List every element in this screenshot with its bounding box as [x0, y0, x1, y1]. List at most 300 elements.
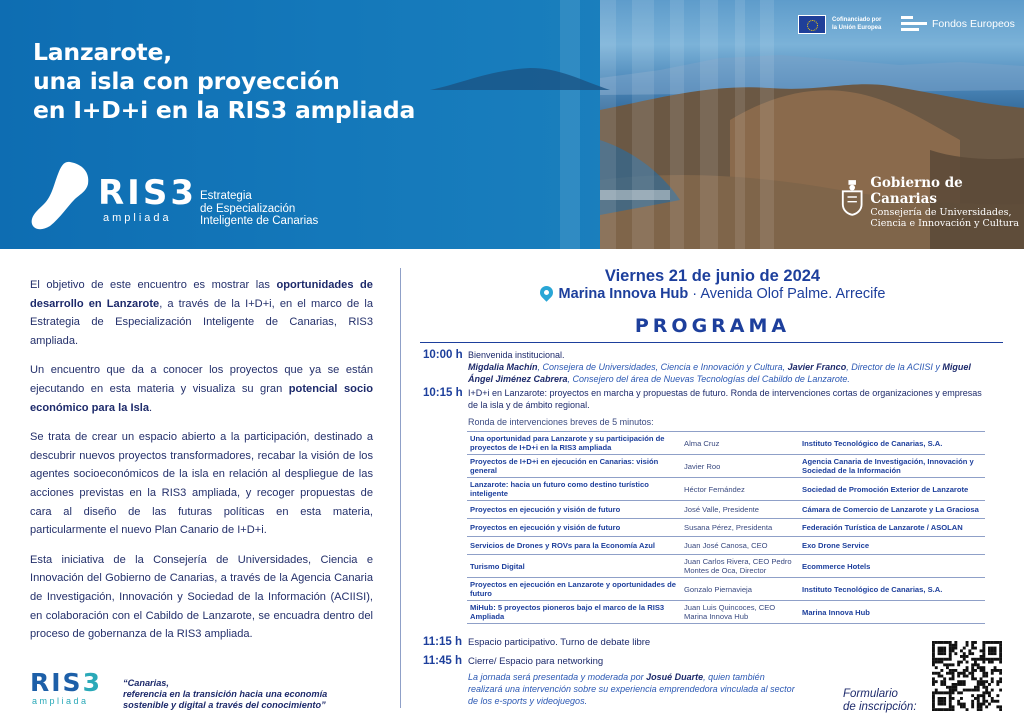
text-run: , quien también realizará una intervención sobre su experiencia emprendedora vinculada al sector de los e-sports y videojuegos. [468, 672, 795, 706]
qr-module [932, 677, 935, 680]
qr-module [960, 680, 963, 683]
light-strip [735, 0, 745, 249]
highlight-text: oportunidades de desarrollo en Lanzarote [30, 279, 373, 310]
speaker-role: , Consejero del área de Nuevas Tecnologías del Cabildo de Lanzarote. [567, 374, 850, 384]
qr-module [974, 689, 977, 692]
talk-organization: Instituto Tecnológico de Canarias, S.A. [799, 432, 985, 455]
qr-module [971, 647, 974, 650]
slot-time: 10:15 h [423, 387, 463, 399]
qr-module [974, 641, 977, 644]
qr-module [999, 661, 1002, 664]
qr-module [954, 647, 957, 650]
text-run: El objetivo de este encuentro es mostrar las [30, 279, 277, 291]
qr-module [991, 697, 994, 700]
qr-module [935, 658, 938, 661]
qr-module [977, 683, 980, 686]
qr-module [982, 655, 985, 658]
qr-module [982, 641, 985, 644]
qr-module [954, 641, 957, 644]
qr-module [960, 691, 963, 694]
qr-module [940, 675, 943, 678]
qr-module [988, 652, 991, 655]
intro-text [30, 276, 373, 655]
slot-speakers [468, 361, 988, 385]
event-venue [420, 286, 1005, 302]
qr-module [960, 672, 963, 675]
qr-module [985, 658, 988, 661]
talk-title: Turismo Digital [467, 555, 681, 578]
qr-module [966, 666, 969, 669]
qr-module [954, 652, 957, 655]
qr-module [952, 663, 955, 666]
qr-module [957, 675, 960, 678]
qr-module [957, 703, 960, 706]
qr-module [940, 652, 943, 655]
qr-module [999, 647, 1002, 650]
talk-title: Proyectos en ejecución en Lanzarote y oportunidades de futuro [467, 578, 681, 601]
qr-module [960, 683, 963, 686]
qr-module [952, 691, 955, 694]
intro-paragraph [30, 276, 373, 350]
qr-module [985, 680, 988, 683]
qr-module [971, 641, 974, 644]
talk-speaker: Javier Roo [681, 455, 799, 478]
coat-of-arms-icon [840, 177, 864, 217]
qr-module [943, 658, 946, 661]
highlight-text: potencial socio económico para la Isla [30, 382, 373, 414]
qr-module [949, 641, 952, 644]
qr-module [957, 680, 960, 683]
qr-module [977, 658, 980, 661]
qr-module [932, 661, 935, 664]
registration-label [843, 688, 917, 714]
qr-module [991, 672, 994, 675]
talk-title: Proyectos de I+D+i en ejecución en Canarias: visión general [467, 455, 681, 478]
qr-module [940, 658, 943, 661]
qr-module [949, 652, 952, 655]
qr-module [943, 680, 946, 683]
qr-module [971, 694, 974, 697]
qr-module [999, 672, 1002, 675]
qr-module [949, 691, 952, 694]
qr-module [949, 703, 952, 706]
qr-module [949, 708, 952, 711]
qr-module [932, 647, 935, 650]
qr-module [940, 691, 943, 694]
qr-module [949, 663, 952, 666]
qr-module [946, 663, 949, 666]
qr-module [974, 663, 977, 666]
ris-3-text: 3 [82, 668, 102, 697]
qr-module [938, 672, 941, 675]
qr-module [966, 675, 969, 678]
ris3-footer-subtitle: ampliada [32, 696, 89, 706]
qr-module [940, 697, 943, 700]
qr-module [952, 708, 955, 711]
qr-module [943, 683, 946, 686]
qr-module [932, 652, 935, 655]
qr-module [982, 652, 985, 655]
talk-speaker: Susana Pérez, Presidenta [681, 519, 799, 537]
qr-module [935, 641, 938, 644]
qr-module [940, 661, 943, 664]
qr-module [991, 700, 994, 703]
qr-module [971, 663, 974, 666]
fondos-europeos-logo [901, 15, 1015, 33]
qr-module [982, 697, 985, 700]
qr-module [960, 697, 963, 700]
talk-speaker: Alma Cruz [681, 432, 799, 455]
talk-row [467, 601, 985, 624]
talk-organization: Marina Innova Hub [799, 601, 985, 624]
qr-module [932, 697, 935, 700]
text-run: Un encuentro que da a conocer los proyectos que ya se están ejecutando en esta materia y visualiza su gran [30, 364, 373, 395]
qr-module [938, 697, 941, 700]
qr-module [963, 655, 966, 658]
talk-speaker: Juan Luis Quincoces, CEO Marina Innova Hub [681, 601, 799, 624]
qr-module [968, 649, 971, 652]
qr-module [971, 644, 974, 647]
qr-module [971, 672, 974, 675]
qr-module [971, 677, 974, 680]
qr-module [938, 641, 941, 644]
qr-module [994, 658, 997, 661]
qr-module [938, 700, 941, 703]
qr-module [949, 672, 952, 675]
qr-module [949, 686, 952, 689]
moderator-note [468, 671, 798, 707]
qr-module [968, 689, 971, 692]
qr-module [980, 708, 983, 711]
qr-module [999, 705, 1002, 708]
qr-module [932, 663, 935, 666]
qr-module [980, 666, 983, 669]
qr-module [991, 689, 994, 692]
qr-module [996, 658, 999, 661]
qr-module [949, 647, 952, 650]
qr-module [940, 680, 943, 683]
qr-module [988, 703, 991, 706]
qr-module [932, 649, 935, 652]
qr-module [974, 686, 977, 689]
qr-module [974, 658, 977, 661]
qr-module [980, 683, 983, 686]
qr-module [977, 708, 980, 711]
qr-module [935, 680, 938, 683]
qr-module [949, 677, 952, 680]
registration-label-line: de inscripción: [843, 701, 917, 713]
qr-module [932, 658, 935, 661]
qr-module [938, 703, 941, 706]
qr-module [991, 658, 994, 661]
qr-module [932, 705, 935, 708]
qr-module [994, 641, 997, 644]
qr-module [946, 686, 949, 689]
talk-row [467, 455, 985, 478]
qr-module [943, 708, 946, 711]
qr-module [935, 661, 938, 664]
qr-module [938, 652, 941, 655]
qr-module [996, 683, 999, 686]
qr-module [996, 680, 999, 683]
slot-time: 11:15 h [423, 636, 462, 648]
title-line: Lanzarote, [33, 38, 172, 66]
qr-module [957, 683, 960, 686]
qr-module [952, 672, 955, 675]
qr-module [957, 672, 960, 675]
speaker-role: , Consejera de Universidades, Ciencia e Innovación y Cultura, [537, 362, 788, 372]
qr-module [991, 647, 994, 650]
qr-module [949, 644, 952, 647]
qr-module [932, 694, 935, 697]
qr-module [971, 675, 974, 678]
qr-module [996, 641, 999, 644]
qr-module [963, 675, 966, 678]
qr-module [966, 641, 969, 644]
qr-module [963, 703, 966, 706]
qr-module [982, 691, 985, 694]
talk-title: Proyectos en ejecución y visión de futuro [467, 501, 681, 519]
qr-module [940, 669, 943, 672]
ris3-logo-text: RIS3 [98, 173, 197, 213]
intro-paragraph: Se trata de crear un espacio abierto a la participación, destinado a descubrir nuevos proyectos transformadores, recabar la visión de los agentes socioeconómicos de la isla en relación al despliegue de las acciones previstas en la RIS3 ampliada, y recoger propuestas de cara al diseño de las futuras políticas en esta materia, particularmente el nuevo Plan Canario de I+D+i. [30, 431, 373, 537]
qr-module [932, 680, 935, 683]
qr-module [952, 647, 955, 650]
qr-module [960, 655, 963, 658]
qr-module [963, 647, 966, 650]
qr-module [980, 705, 983, 708]
qr-module [940, 683, 943, 686]
qr-module [932, 672, 935, 675]
qr-module [949, 658, 952, 661]
qr-module [985, 689, 988, 692]
qr-module [988, 658, 991, 661]
qr-module [982, 669, 985, 672]
eu-text-line: Cofinanciado por [832, 17, 882, 23]
talk-row [467, 501, 985, 519]
qr-module [994, 649, 997, 652]
qr-module [991, 641, 994, 644]
distant-island-illustration [430, 60, 610, 100]
slot-title: I+D+i en Lanzarote: proyectos en marcha y propuestas de futuro. Ronda de intervenciones cortas de organizaciones y empresas de la isla y de ámbito regional. [468, 388, 982, 410]
ris3-logo-subtitle: ampliada [103, 212, 172, 224]
speaker-name: Miguel Ángel Jiménez Cabrera [468, 362, 971, 384]
talk-speaker: Juan Carlos Rivera, CEO Pedro Montes de Oca, Director [681, 555, 799, 578]
qr-module [938, 661, 941, 664]
qr-module [946, 641, 949, 644]
qr-module [946, 658, 949, 661]
registration-label-line: Formulario [843, 688, 898, 700]
qr-module [932, 644, 935, 647]
location-pin-icon [537, 283, 555, 301]
gobierno-canarias-logo [840, 175, 1024, 229]
qr-module [968, 652, 971, 655]
qr-module [980, 677, 983, 680]
qr-module [985, 675, 988, 678]
qr-module [996, 700, 999, 703]
quote-line: sostenible y digital a través del conocimiento” [123, 700, 326, 710]
qr-module [952, 675, 955, 678]
qr-module [977, 703, 980, 706]
fondos-label: Fondos Europeos [932, 18, 1015, 30]
gobierno-dept-line: Ciencia e Innovación y Cultura [870, 218, 1020, 229]
qr-module [982, 686, 985, 689]
talk-organization: Sociedad de Promoción Exterior de Lanzarote [799, 478, 985, 501]
qr-module [938, 658, 941, 661]
talk-organization: Exo Drone Service [799, 537, 985, 555]
qr-module [999, 658, 1002, 661]
talk-title: Servicios de Drones y ROVs para la Economía Azul [467, 537, 681, 555]
lanzarote-island-logo-icon [30, 160, 92, 232]
qr-module [991, 652, 994, 655]
qr-module [960, 649, 963, 652]
qr-module [988, 641, 991, 644]
text-run: , a través de la I+D+i, en el marco de la Estrategia de Especialización Inteligente de Canarias, RIS3 ampliada. [30, 297, 373, 347]
eu-text-line: la Unión Europea [832, 24, 882, 31]
qr-module [994, 652, 997, 655]
intro-paragraph: Esta iniciativa de la Consejería de Universidades, Ciencia e Innovación del Gobierno de Canarias, a través de la Agencia Canaria de Investigación, Innovación y Sociedad de la Información (ACIISI), en colaboración con el Cabildo de Lanzarote, se encuadra dentro del proceso de gobernanza de la RIS3 ampliada. [30, 553, 373, 641]
qr-module [974, 677, 977, 680]
qr-module [974, 647, 977, 650]
talk-row [467, 555, 985, 578]
qr-module [943, 649, 946, 652]
qr-module [977, 694, 980, 697]
qr-module [971, 689, 974, 692]
qr-module [991, 649, 994, 652]
qr-module [977, 680, 980, 683]
qr-module [974, 661, 977, 664]
qr-module [946, 691, 949, 694]
slot-time: 10:00 h [423, 349, 463, 361]
ris3-description-line: de Especialización [200, 202, 296, 215]
qr-module [943, 691, 946, 694]
qr-module [963, 669, 966, 672]
qr-module [977, 666, 980, 669]
qr-module [938, 708, 941, 711]
talk-title: Una oportunidad para Lanzarote y su participación de proyectos de I+D+i en la RIS3 ampliada [467, 432, 681, 455]
qr-module [952, 669, 955, 672]
qr-module [940, 708, 943, 711]
qr-module [966, 644, 969, 647]
qr-module [982, 683, 985, 686]
speaker-role: , Director de la ACIISI y [846, 362, 943, 372]
talk-row [467, 537, 985, 555]
qr-module [996, 705, 999, 708]
qr-module [949, 694, 952, 697]
qr-module [994, 647, 997, 650]
qr-module [949, 700, 952, 703]
light-strip [700, 0, 718, 249]
talk-title: Proyectos en ejecución y visión de futuro [467, 519, 681, 537]
qr-module [963, 652, 966, 655]
qr-module [982, 680, 985, 683]
qr-module [982, 666, 985, 669]
qr-module [940, 649, 943, 652]
qr-module [932, 641, 935, 644]
light-strip [670, 0, 684, 249]
slot-subtitle: Ronda de intervenciones breves de 5 minutos: [468, 417, 654, 427]
qr-module [982, 694, 985, 697]
talk-organization: Agencia Canaria de Investigación, Innovación y Sociedad de la Información [799, 455, 985, 478]
qr-module [957, 661, 960, 664]
qr-module [932, 700, 935, 703]
qr-module [999, 644, 1002, 647]
light-strip [560, 0, 580, 249]
intro-paragraph [30, 361, 373, 417]
qr-module [943, 700, 946, 703]
qr-module [952, 644, 955, 647]
qr-module [952, 686, 955, 689]
qr-module [999, 677, 1002, 680]
qr-module [943, 663, 946, 666]
qr-module [960, 703, 963, 706]
qr-module [940, 700, 943, 703]
header-banner [0, 0, 1024, 249]
qr-module [940, 647, 943, 650]
qr-module [938, 649, 941, 652]
qr-module [999, 655, 1002, 658]
qr-module [999, 689, 1002, 692]
qr-module [999, 641, 1002, 644]
qr-module [952, 683, 955, 686]
qr-module [971, 705, 974, 708]
qr-module [954, 669, 957, 672]
qr-module [999, 680, 1002, 683]
light-strip [760, 0, 774, 249]
qr-module [988, 661, 991, 664]
qr-module [988, 691, 991, 694]
speaker-name: Javier Franco [787, 362, 847, 372]
qr-module [963, 705, 966, 708]
qr-module [988, 683, 991, 686]
qr-module [932, 691, 935, 694]
light-strip [632, 0, 654, 249]
qr-module [977, 689, 980, 692]
qr-module [991, 680, 994, 683]
qr-module [977, 697, 980, 700]
qr-module [982, 700, 985, 703]
talk-speaker: Héctor Fernández [681, 478, 799, 501]
registration-qr-code[interactable] [932, 641, 1002, 711]
talk-title: Lanzarote: hacia un futuro como destino turístico inteligente [467, 478, 681, 501]
gobierno-dept-line: Consejería de Universidades, [870, 207, 1012, 218]
qr-module [977, 705, 980, 708]
qr-module [935, 691, 938, 694]
qr-module [943, 652, 946, 655]
qr-module [952, 677, 955, 680]
qr-module [971, 666, 974, 669]
qr-module [982, 672, 985, 675]
qr-module [991, 669, 994, 672]
venue-name: Marina Innova Hub [558, 286, 689, 302]
slot-title: Cierre/ Espacio para networking [468, 656, 604, 667]
qr-module [940, 641, 943, 644]
talk-title: MiHub: 5 proyectos pioneros bajo el marco de la RIS3 Ampliada [467, 601, 681, 624]
gobierno-name: Gobierno de Canarias [870, 175, 963, 207]
qr-module [943, 647, 946, 650]
qr-module [943, 703, 946, 706]
qr-module [935, 666, 938, 669]
qr-module [949, 649, 952, 652]
slot-title: Espacio participativo. Turno de debate libre [468, 637, 651, 648]
qr-module [968, 672, 971, 675]
qr-module [963, 672, 966, 675]
qr-module [991, 661, 994, 664]
talk-organization: Instituto Tecnológico de Canarias, S.A. [799, 578, 985, 601]
programa-rule [420, 342, 1003, 343]
eu-cofinancing-logo [798, 15, 881, 34]
qr-module [966, 708, 969, 711]
